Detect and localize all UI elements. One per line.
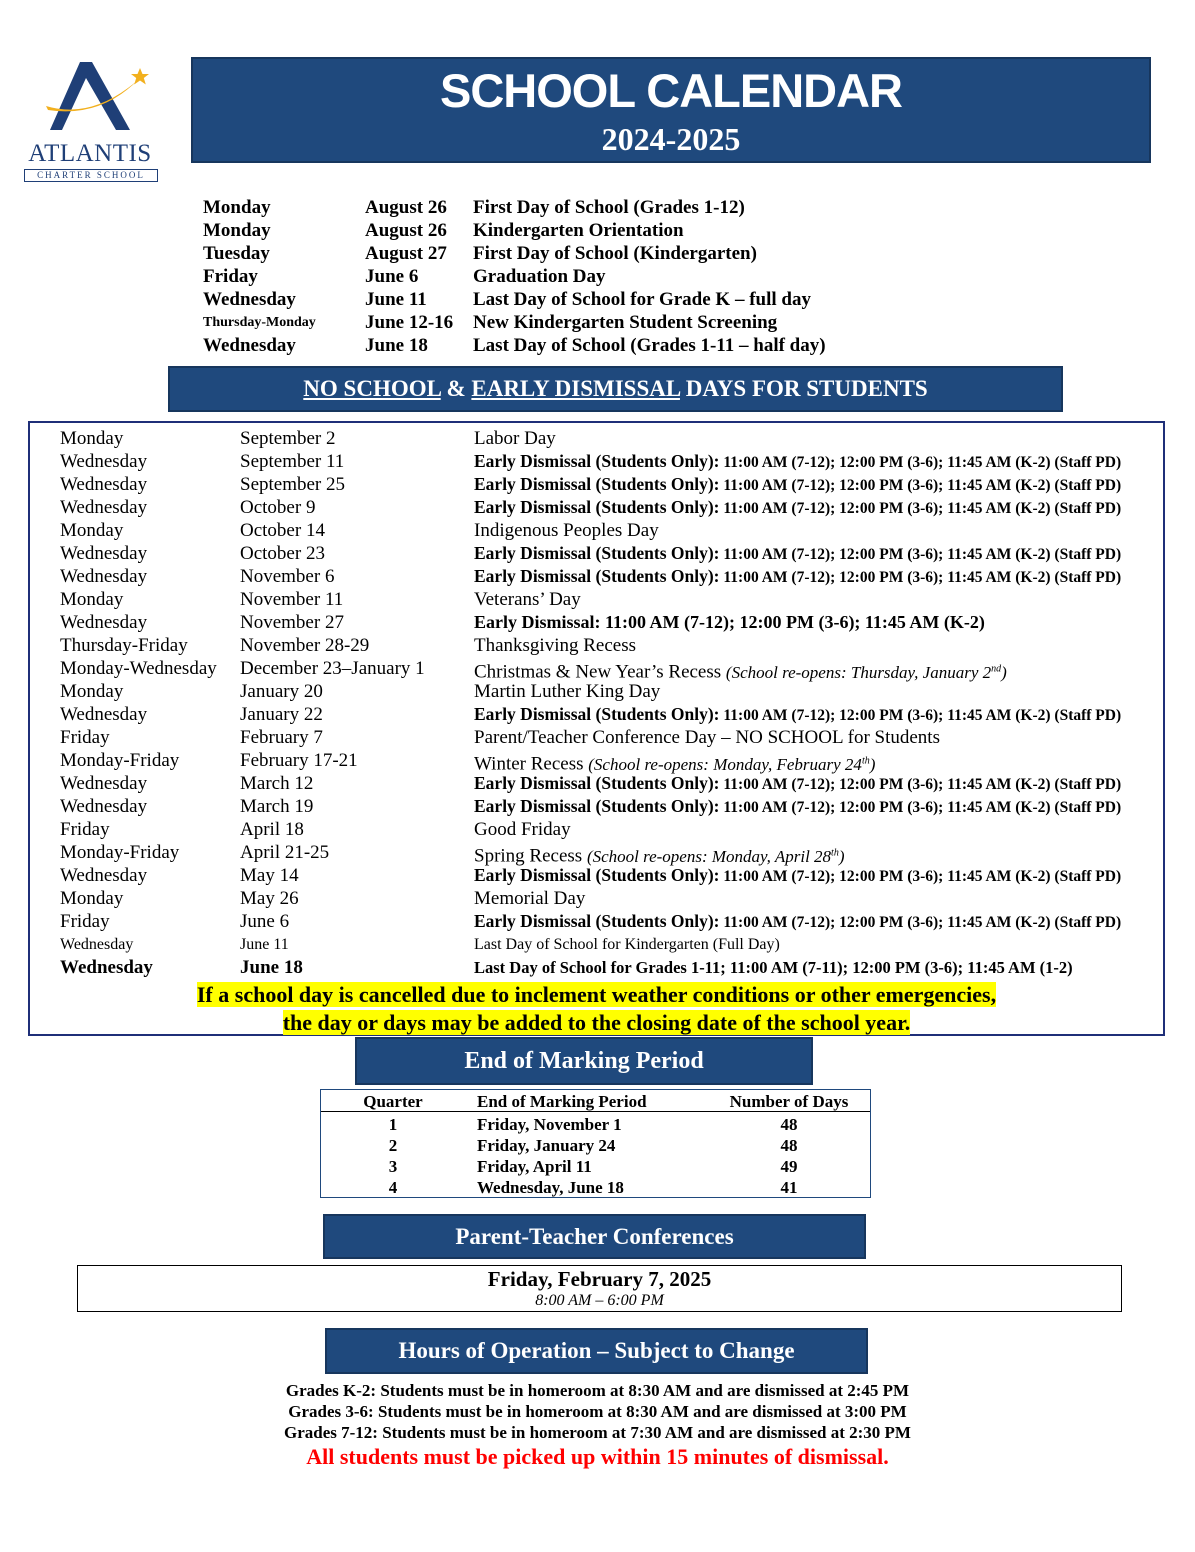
no-school-event	[474, 680, 660, 703]
key-date-day: Wednesday	[203, 289, 296, 310]
reopen-note-text: (School re-opens: Thursday, January 2	[725, 662, 992, 682]
end-date-cell: Friday, November 1	[477, 1115, 622, 1134]
conference-hours: 8:00 AM – 6:00 PM	[535, 1292, 664, 1309]
no-school-event	[474, 956, 1073, 979]
conference-date: Friday, February 7, 2025	[487, 1267, 712, 1291]
reopen-note	[588, 755, 875, 774]
days-cell: 48	[780, 1115, 798, 1134]
key-date-day: Monday	[203, 197, 271, 218]
no-school-date: March 19	[240, 796, 314, 817]
event-text: Last Day of School for Grades 1-11; 11:00 AM (7-11); 12:00 PM (3-6); 11:45 AM (1-2)	[474, 958, 1073, 977]
no-school-day: Wednesday	[60, 543, 148, 564]
early-dismissal-times: 11:00 AM (7-12); 12:00 PM (3-6); 11:45 AM (K-2) (Staff PD)	[719, 569, 1122, 586]
no-school-table	[28, 421, 1165, 1036]
reopen-note-close: )	[1001, 662, 1007, 682]
no-school-day: Friday	[60, 819, 110, 840]
no-school-event	[474, 933, 780, 956]
no-school-event	[474, 473, 1121, 497]
hours-line-7-12: Grades 7-12: Students must be in homeroom at 7:30 AM and are dismissed at 2:30 PM	[284, 1423, 911, 1442]
table-row	[321, 1114, 870, 1135]
event-text: Veterans’ Day	[474, 589, 581, 610]
quarter-cell: 2	[388, 1136, 398, 1155]
reopen-note-text: (School re-opens: Monday, February 24	[588, 754, 862, 774]
key-date-date: August 26	[365, 220, 447, 241]
no-school-date: October 23	[240, 543, 325, 564]
key-date-day: Thursday-Monday	[203, 315, 316, 330]
quarter-cell: 4	[388, 1178, 398, 1197]
no-school-day: Wednesday	[60, 773, 148, 794]
event-text: Indigenous Peoples Day	[474, 520, 659, 541]
no-school-event	[474, 588, 581, 611]
no-school-day: Thursday-Friday	[60, 635, 188, 656]
key-date-day: Wednesday	[203, 335, 296, 356]
early-dismissal-times: 11:00 AM (7-12); 12:00 PM (3-6); 11:45 AM (K-2) (Staff PD)	[719, 546, 1122, 563]
key-date-date: August 26	[365, 197, 447, 218]
key-date-event: Kindergarten Orientation	[473, 220, 684, 241]
no-school-day: Wednesday	[60, 566, 148, 587]
col-end-period: End of Marking Period	[477, 1092, 647, 1111]
key-date-event: Last Day of School (Grades 1-11 – half day)	[473, 335, 826, 356]
no-school-day: Wednesday	[60, 474, 148, 495]
event-text: Christmas & New Year’s Recess	[474, 661, 722, 683]
banner-early-dismissal: EARLY DISMISSAL	[471, 376, 680, 401]
no-school-date: September 2	[240, 428, 336, 449]
event-text: Last Day of School for Kindergarten (Full Day)	[474, 936, 780, 953]
no-school-day: Monday	[60, 888, 124, 909]
no-school-day: Wednesday	[60, 704, 148, 725]
logo-subtitle: CHARTER SCHOOL	[24, 169, 158, 182]
no-school-day: Monday	[60, 428, 124, 449]
event-text: Labor Day	[474, 428, 556, 449]
reopen-note-close: )	[869, 754, 876, 774]
no-school-event	[474, 864, 1121, 888]
key-date-date: August 27	[365, 243, 447, 264]
table-row	[321, 1177, 870, 1198]
no-school-date: February 7	[240, 727, 323, 748]
no-school-day: Friday	[60, 911, 110, 932]
early-dismissal-times: 11:00 AM (7-12); 12:00 PM (3-6); 11:45 AM (K-2) (Staff PD)	[719, 868, 1122, 885]
end-date-cell: Wednesday, June 18	[477, 1178, 624, 1197]
no-school-day: Wednesday	[60, 451, 148, 472]
no-school-date: September 11	[240, 451, 345, 472]
no-school-day: Wednesday	[60, 957, 153, 978]
no-school-event	[474, 887, 585, 910]
weather-notice-text: the day or days may be added to the closing date of the school year.	[282, 1010, 911, 1035]
weather-notice-line1	[30, 981, 1163, 1009]
key-date-date: June 12-16	[365, 312, 454, 333]
event-text: Martin Luther King Day	[474, 681, 661, 702]
banner-amp: &	[440, 376, 472, 401]
event-text: Winter Recess	[474, 753, 584, 775]
event-text: Memorial Day	[474, 888, 586, 909]
reopen-note	[726, 663, 1007, 682]
col-quarter: Quarter	[363, 1092, 423, 1111]
early-dismissal-times: 11:00 AM (7-12); 12:00 PM (3-6); 11:45 AM (K-2) (Staff PD)	[719, 454, 1122, 471]
no-school-date: November 27	[240, 612, 344, 633]
no-school-day: Wednesday	[60, 796, 148, 817]
no-school-date: April 21-25	[240, 842, 330, 863]
key-date-event: Graduation Day	[473, 266, 606, 287]
key-date-date: June 6	[365, 266, 419, 287]
no-school-event	[474, 818, 571, 841]
reopen-note-close: )	[838, 846, 845, 866]
event-text: Early Dismissal: 11:00 AM (7-12); 12:00 PM (3-6); 11:45 AM (K-2)	[474, 612, 985, 632]
reopen-note-text: (School re-opens: Monday, April 28	[586, 846, 832, 866]
table-header-row	[321, 1091, 870, 1112]
no-school-day: Monday-Friday	[60, 750, 180, 771]
no-school-date: June 18	[240, 957, 303, 978]
early-dismissal-lead: Early Dismissal (Students Only):	[474, 704, 720, 724]
key-date-event: First Day of School (Grades 1-12)	[473, 197, 745, 218]
early-dismissal-times: 11:00 AM (7-12); 12:00 PM (3-6); 11:45 AM (K-2) (Staff PD)	[719, 707, 1122, 724]
no-school-banner	[168, 366, 1063, 412]
no-school-event	[474, 427, 556, 450]
no-school-event	[474, 634, 636, 657]
no-school-date: March 12	[240, 773, 314, 794]
no-school-event	[474, 542, 1121, 566]
event-text: Good Friday	[474, 819, 571, 840]
banner-no-school: NO SCHOOL	[303, 376, 441, 401]
no-school-date: January 20	[240, 681, 323, 702]
key-date-event: First Day of School (Kindergarten)	[473, 243, 757, 264]
marking-period-table	[320, 1089, 871, 1198]
days-cell: 41	[780, 1178, 798, 1197]
ordinal-suffix: nd	[991, 663, 1002, 674]
no-school-day: Monday-Friday	[60, 842, 180, 863]
event-text: Spring Recess	[474, 845, 583, 867]
days-cell: 49	[780, 1157, 798, 1176]
no-school-date: September 25	[240, 474, 346, 495]
event-text: Thanksgiving Recess	[474, 635, 637, 656]
no-school-date: November 6	[240, 566, 335, 587]
early-dismissal-lead: Early Dismissal (Students Only):	[474, 865, 720, 885]
reopen-note	[587, 847, 845, 866]
ordinal-suffix: th	[861, 755, 870, 766]
no-school-date: January 22	[240, 704, 323, 725]
early-dismissal-times: 11:00 AM (7-12); 12:00 PM (3-6); 11:45 AM (K-2) (Staff PD)	[719, 914, 1122, 931]
event-text: Parent/Teacher Conference Day – NO SCHOOL for Students	[474, 727, 940, 748]
early-dismissal-lead: Early Dismissal (Students Only):	[474, 566, 720, 586]
key-date-date: June 11	[365, 289, 427, 310]
no-school-event	[474, 519, 659, 542]
early-dismissal-times: 11:00 AM (7-12); 12:00 PM (3-6); 11:45 AM (K-2) (Staff PD)	[719, 477, 1122, 494]
no-school-event	[474, 772, 1121, 796]
key-date-day: Monday	[203, 220, 271, 241]
table-row	[321, 1156, 870, 1177]
early-dismissal-lead: Early Dismissal (Students Only):	[474, 911, 720, 931]
no-school-day: Monday	[60, 520, 124, 541]
no-school-event	[474, 565, 1121, 589]
early-dismissal-times: 11:00 AM (7-12); 12:00 PM (3-6); 11:45 AM (K-2) (Staff PD)	[719, 776, 1122, 793]
key-date-day: Friday	[203, 266, 258, 287]
no-school-date: June 6	[240, 911, 290, 932]
page-header	[191, 57, 1151, 163]
no-school-event	[474, 703, 1121, 727]
quarter-cell: 3	[388, 1157, 398, 1176]
page-title: SCHOOL CALENDAR	[440, 64, 902, 117]
no-school-event	[474, 795, 1121, 819]
days-cell: 48	[780, 1136, 798, 1155]
school-year: 2024-2025	[601, 121, 741, 157]
hours-section	[0, 1380, 1195, 1471]
early-dismissal-lead: Early Dismissal (Students Only):	[474, 474, 720, 494]
no-school-date: April 18	[240, 819, 304, 840]
col-days: Number of Days	[729, 1092, 849, 1111]
no-school-date: October 14	[240, 520, 325, 541]
early-dismissal-lead: Early Dismissal (Students Only):	[474, 796, 720, 816]
no-school-date: November 28-29	[240, 635, 370, 656]
no-school-date: November 11	[240, 589, 344, 610]
pickup-warning: All students must be picked up within 15 minutes of dismissal.	[306, 1444, 889, 1469]
banner-days: DAYS FOR STUDENTS	[679, 376, 928, 401]
end-date-cell: Friday, January 24	[477, 1136, 616, 1155]
early-dismissal-lead: Early Dismissal (Students Only):	[474, 451, 720, 471]
no-school-day: Friday	[60, 727, 110, 748]
key-date-event: Last Day of School for Grade K – full day	[473, 289, 811, 310]
no-school-event	[474, 450, 1121, 474]
marking-period-banner: End of Marking Period	[355, 1037, 813, 1085]
conferences-box	[77, 1265, 1122, 1312]
key-date-day: Tuesday	[203, 243, 270, 264]
no-school-day: Wednesday	[60, 936, 134, 953]
quarter-cell: 1	[388, 1115, 398, 1134]
early-dismissal-times: 11:00 AM (7-12); 12:00 PM (3-6); 11:45 AM (K-2) (Staff PD)	[719, 799, 1122, 816]
no-school-event	[474, 496, 1121, 520]
early-dismissal-lead: Early Dismissal (Students Only):	[474, 773, 720, 793]
no-school-day: Monday-Wednesday	[60, 658, 217, 679]
key-date-event: New Kindergarten Student Screening	[473, 312, 778, 333]
hours-banner: Hours of Operation – Subject to Change	[325, 1328, 868, 1374]
no-school-date: December 23–January 1	[240, 658, 425, 679]
no-school-day: Monday	[60, 589, 124, 610]
no-school-day: Wednesday	[60, 612, 148, 633]
early-dismissal-lead: Early Dismissal (Students Only):	[474, 497, 720, 517]
no-school-event	[474, 611, 985, 634]
no-school-date: May 14	[240, 865, 299, 886]
hours-line-3-6: Grades 3-6: Students must be in homeroom at 8:30 AM and are dismissed at 3:00 PM	[288, 1402, 907, 1421]
no-school-event	[474, 910, 1121, 934]
ordinal-suffix: th	[831, 847, 839, 858]
hours-line-k2: Grades K-2: Students must be in homeroom at 8:30 AM and are dismissed at 2:45 PM	[285, 1381, 910, 1400]
no-school-date: February 17-21	[240, 750, 358, 771]
no-school-day: Monday	[60, 681, 124, 702]
no-school-day: Wednesday	[60, 865, 148, 886]
weather-notice-line2	[30, 1009, 1163, 1037]
table-row	[321, 1135, 870, 1156]
conferences-banner: Parent-Teacher Conferences	[323, 1214, 866, 1259]
early-dismissal-times: 11:00 AM (7-12); 12:00 PM (3-6); 11:45 AM (K-2) (Staff PD)	[719, 500, 1122, 517]
no-school-date: June 11	[240, 936, 289, 953]
end-date-cell: Friday, April 11	[477, 1157, 592, 1176]
no-school-date: October 9	[240, 497, 316, 518]
no-school-date: May 26	[240, 888, 299, 909]
no-school-event	[474, 726, 940, 749]
key-date-date: June 18	[365, 335, 428, 356]
early-dismissal-lead: Early Dismissal (Students Only):	[474, 543, 720, 563]
logo-name: ATLANTIS	[28, 140, 152, 167]
weather-notice-text: If a school day is cancelled due to inclement weather conditions or other emergencies,	[196, 982, 997, 1007]
no-school-day: Wednesday	[60, 497, 148, 518]
